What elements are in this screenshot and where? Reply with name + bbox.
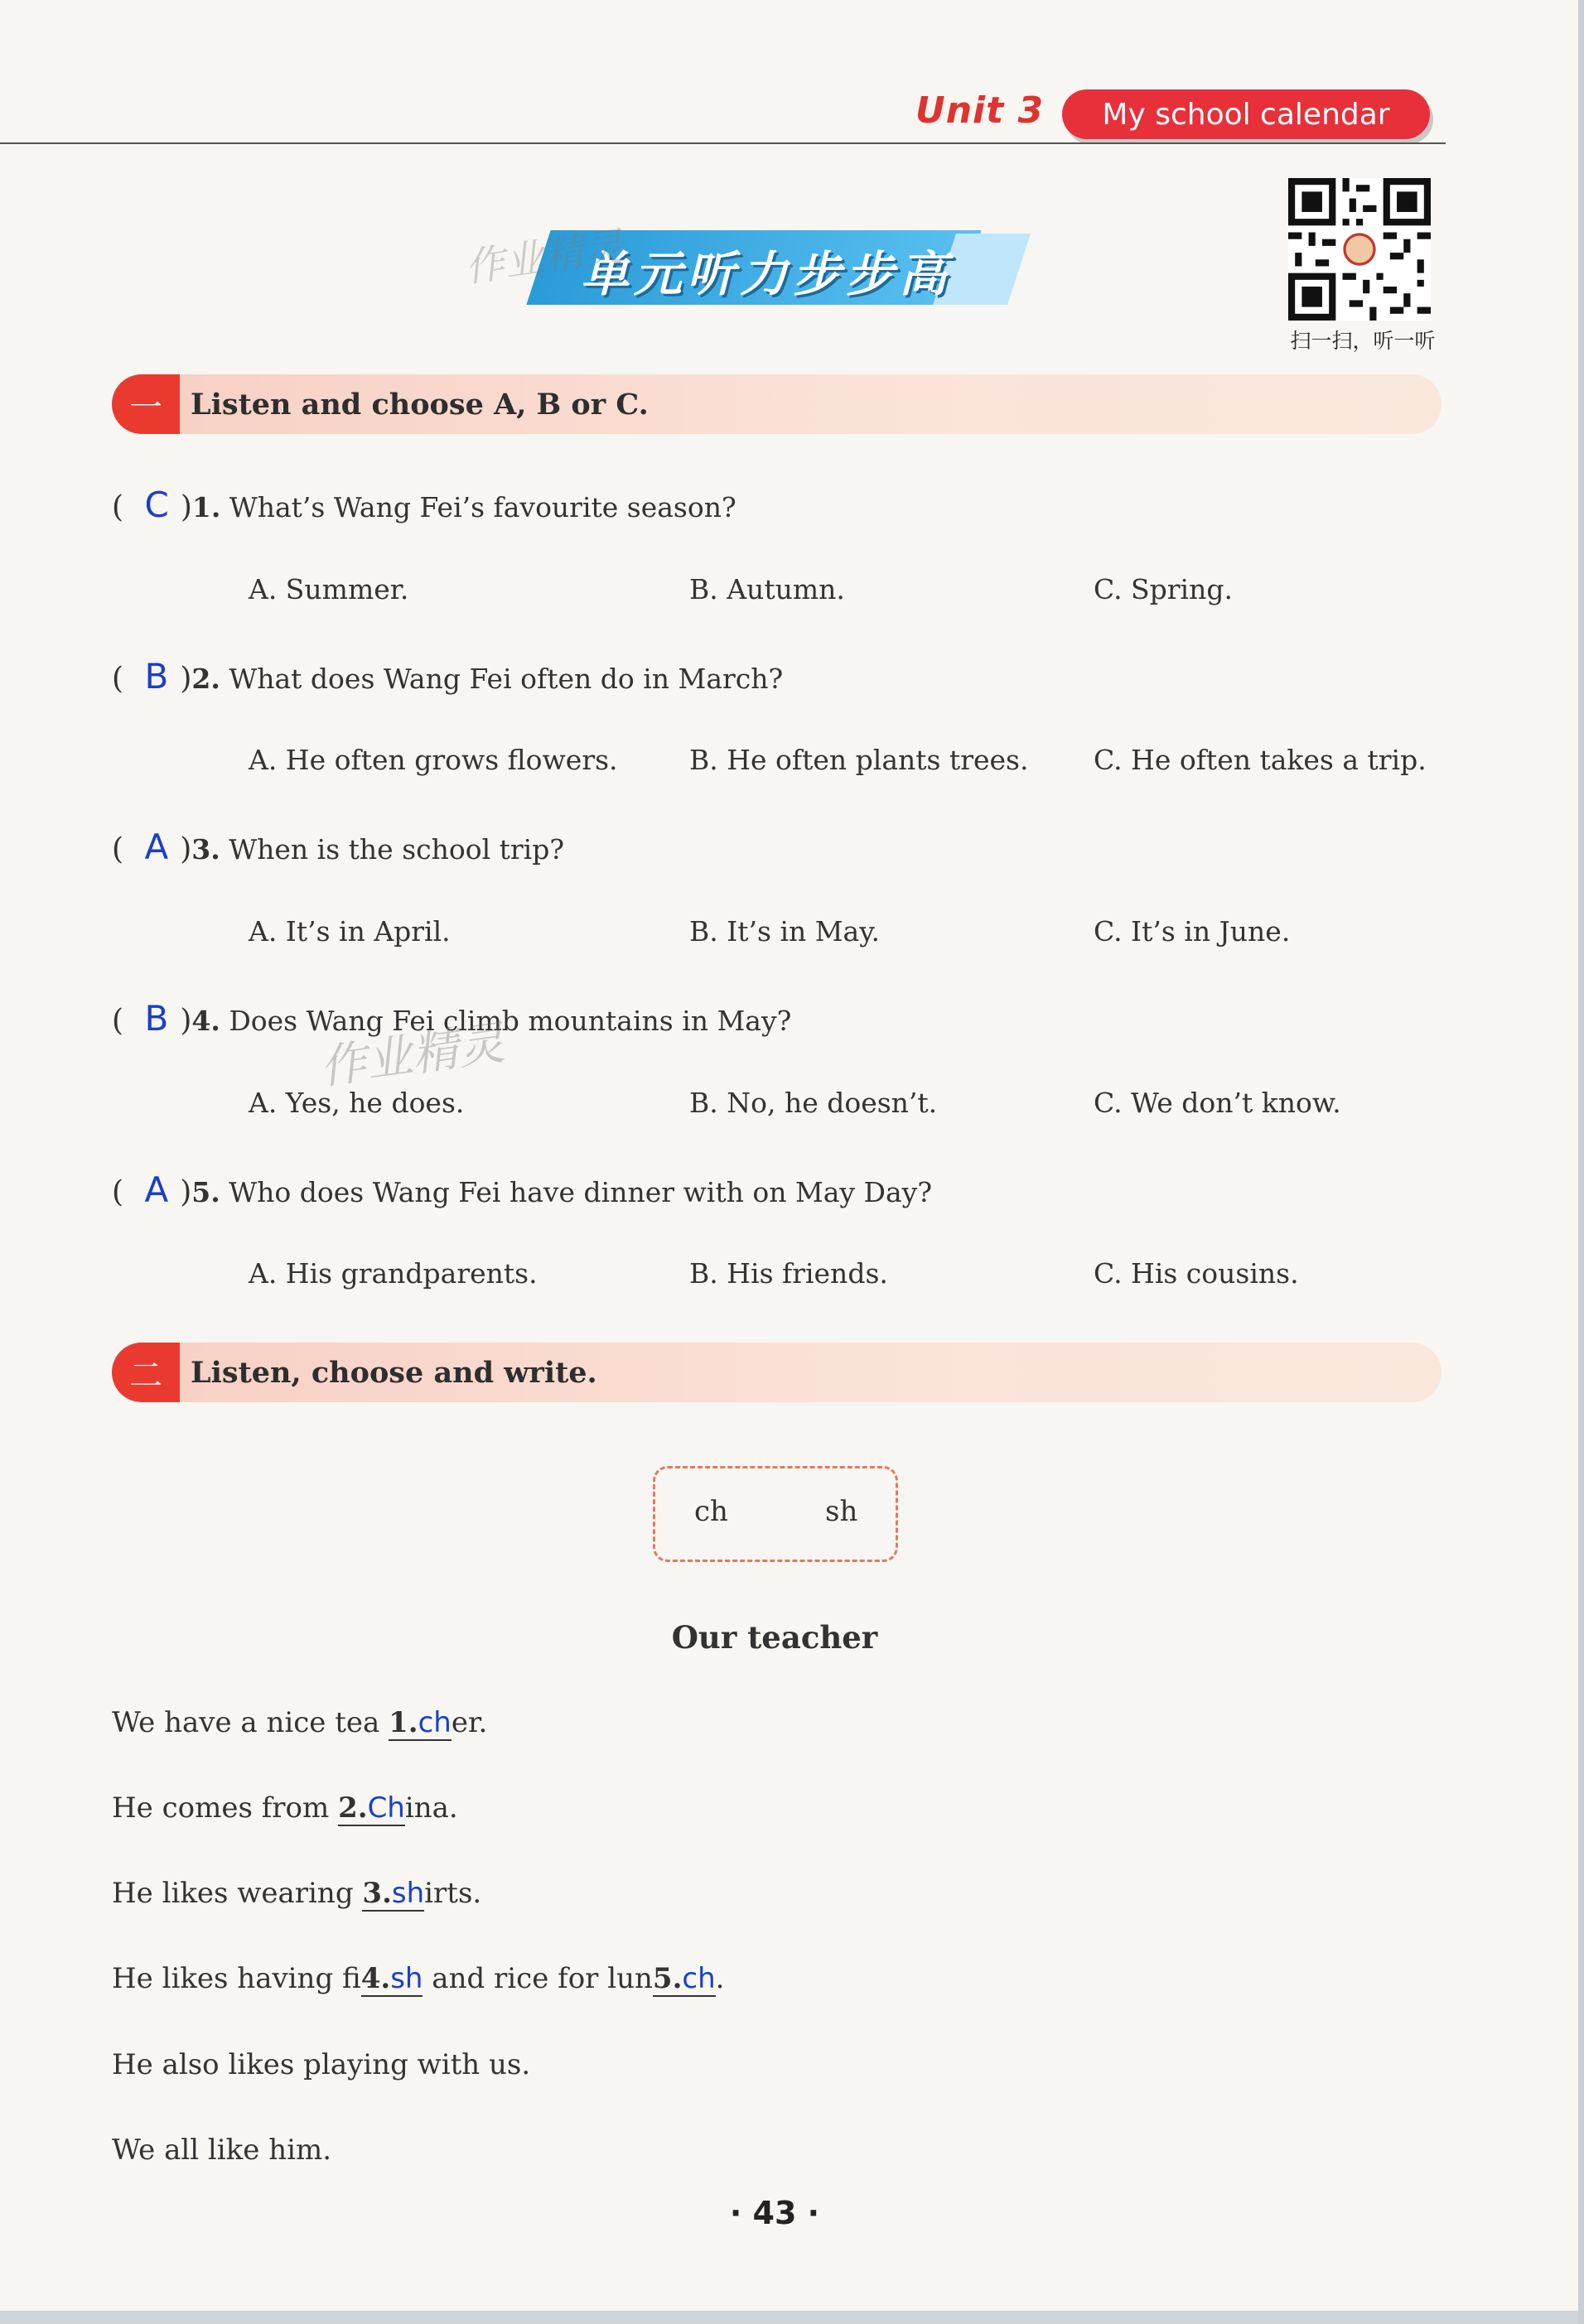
q2-option-b: B. He often plants trees. xyxy=(689,744,1029,776)
qr-caption: 扫一扫，听一听 xyxy=(1290,329,1436,353)
q5-option-a: A. His grandparents. xyxy=(249,1257,538,1290)
word-option: ch xyxy=(694,1495,728,1528)
q2-option-a: A. He often grows flowers. xyxy=(249,744,618,776)
passage-line-5: He also likes playing with us. xyxy=(112,2048,531,2081)
q1-option-a: A. Summer. xyxy=(249,573,409,605)
section1-number: 一 xyxy=(112,374,180,434)
q2-option-c: C. He often takes a trip. xyxy=(1094,744,1427,776)
passage-line-6: We all like him. xyxy=(112,2134,332,2167)
watermark: 作业精灵 xyxy=(316,1015,509,1096)
watermark: 作业精灵 xyxy=(461,223,626,292)
q3-option-c: C. It’s in June. xyxy=(1094,915,1291,947)
passage-title: Our teacher xyxy=(671,1619,878,1656)
blank-2[interactable]: 2.Ch xyxy=(338,1791,405,1825)
scan-edge xyxy=(0,2311,1584,2324)
q4-option-a: A. Yes, he does. xyxy=(249,1087,465,1119)
answer-3[interactable]: A xyxy=(144,827,169,867)
q1-option-c: C. Spring. xyxy=(1094,573,1233,605)
qr-code-icon[interactable] xyxy=(1288,178,1431,321)
blank-4[interactable]: 4.sh xyxy=(360,1962,423,1995)
word-option: sh xyxy=(825,1495,858,1528)
answer-5[interactable]: A xyxy=(144,1169,169,1210)
word-box xyxy=(653,1466,898,1562)
section2-title: Listen, choose and write. xyxy=(191,1356,597,1390)
passage-line-1: We have a nice tea 1.cher. xyxy=(112,1706,488,1739)
question-1: ( C )1. What’s Wang Fei’s favourite season? xyxy=(112,485,736,525)
q1-option-b: B. Autumn. xyxy=(689,573,845,605)
banner-title: 单元听力步步高 xyxy=(580,246,952,302)
unit-title-pill: My school calendar xyxy=(1062,89,1430,139)
section1-title: Listen and choose A, B or C. xyxy=(191,388,649,422)
q3-option-b: B. It’s in May. xyxy=(689,915,880,947)
passage-line-4: He likes having fi4.sh and rice for lun5.ch. xyxy=(112,1962,725,1995)
answer-4[interactable]: B xyxy=(144,998,169,1039)
answer-2[interactable]: B xyxy=(144,656,169,697)
passage-line-3: He likes wearing 3.shirts. xyxy=(112,1877,482,1910)
header-divider xyxy=(0,142,1446,144)
answer-1[interactable]: C xyxy=(144,485,169,525)
q4-option-c: C. We don’t know. xyxy=(1094,1087,1341,1119)
q5-option-b: B. His friends. xyxy=(689,1257,888,1290)
section2-number: 二 xyxy=(112,1343,180,1402)
blank-5[interactable]: 5.ch xyxy=(652,1962,716,1995)
question-3: ( A )3. When is the school trip? xyxy=(112,827,565,867)
passage-line-2: He comes from 2.China. xyxy=(112,1791,458,1825)
q3-option-a: A. It’s in April. xyxy=(249,915,451,947)
unit-label: Unit 3 xyxy=(915,89,1045,132)
q5-option-c: C. His cousins. xyxy=(1094,1257,1299,1290)
blank-3[interactable]: 3.sh xyxy=(362,1877,425,1910)
blank-1[interactable]: 1.ch xyxy=(389,1706,452,1739)
question-2: ( B )2. What does Wang Fei often do in March? xyxy=(112,656,784,697)
q4-option-b: B. No, he doesn’t. xyxy=(689,1087,938,1119)
question-4: ( B )4. Does Wang Fei climb mountains in May? xyxy=(112,998,792,1039)
question-5: ( A )5. Who does Wang Fei have dinner with on May Day? xyxy=(112,1169,933,1210)
scan-edge xyxy=(1578,0,1584,2324)
page-number: · 43 · xyxy=(729,2195,820,2231)
